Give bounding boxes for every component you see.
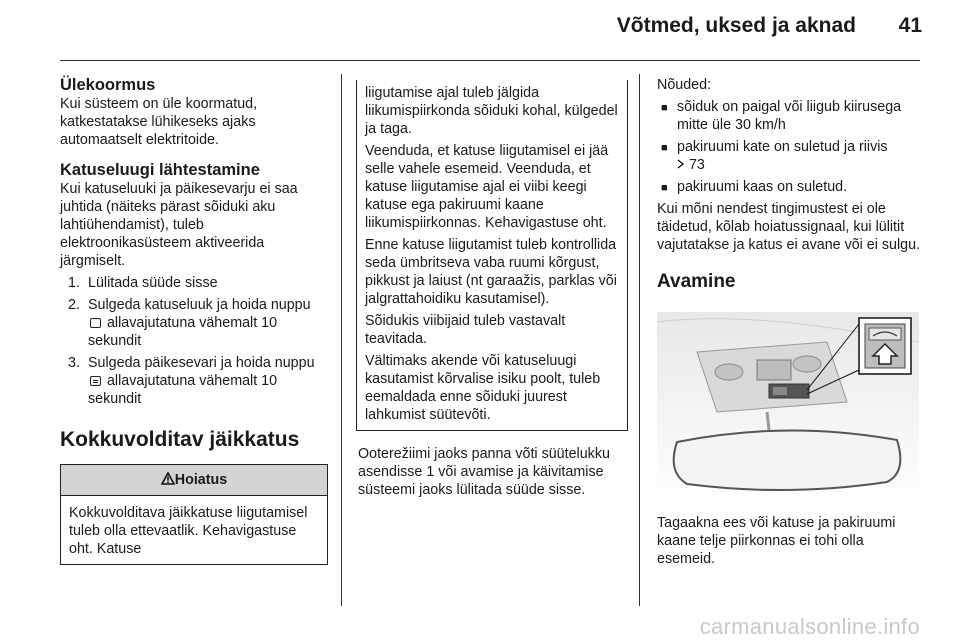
step-item: [60, 296, 328, 350]
step-text: allavajutatuna vähemalt 10 sekundit: [88, 315, 278, 349]
step-item: [60, 354, 328, 408]
roof-switch-illustration: [657, 312, 919, 508]
column-divider: [639, 74, 640, 606]
warning-text: Kokkuvolditava jäikkatuse liigutamisel tuleb olla ettevaatlik. Kehavigastuse oht. Katuse: [69, 505, 308, 557]
reset-text: Kui katuseluuki ja päikesevarju ei saa juhtida (näiteks pärast sõiduki aku lahtiühendamist), tuleb elektroonikasüsteem aktiveerida järgmiselt.: [60, 181, 298, 269]
step-number: 2.: [68, 297, 80, 313]
requirement-item: ■ sõiduk on paigal või liigub kiirusega mitte üle 30 km/h: [661, 99, 902, 133]
section-heading: Kokkuvolditav jäikkatus: [60, 428, 300, 451]
requirement-item: ■ pakiruumi kate on suletud ja riivis 73: [661, 139, 888, 173]
step-text: Lülitada süüde sisse: [88, 275, 218, 291]
header-title: Võtmed, uksed ja aknad: [616, 14, 856, 37]
sunshade-button-icon: [90, 376, 101, 386]
bullet-icon: ■: [661, 142, 668, 154]
column-divider: [341, 74, 342, 606]
bullet-icon: ■: [661, 102, 668, 114]
watermark: carmanualsonline.info: [699, 614, 920, 639]
bullet-icon: ■: [661, 182, 668, 194]
overload-text: Kui süsteem on üle koormatud, katkestatakse lühikeseks ajaks automaatselt elektritoide.: [60, 96, 258, 148]
warning-paragraph: liigutamise ajal tuleb jälgida liikumispiirkonda sõiduki kohal, külgedel ja taga.: [365, 85, 618, 137]
warning-paragraph: Sõidukis viibijaid tuleb vastavalt teavitada.: [365, 313, 566, 347]
illustration-caption: Tagaakna ees või katuse ja pakiruumi kaane telje piirkonnas ei tohi olla esemeid.: [657, 515, 896, 567]
requirements-label: Nõuded:: [657, 77, 712, 93]
opening-heading: Avamine: [657, 271, 736, 292]
header-divider: [60, 60, 920, 61]
step-number: 3.: [68, 355, 80, 371]
step-item: [60, 274, 328, 292]
requirements-note: Kui mõni nendest tingimustest ei ole täidetud, kõlab hoiatussignaal, kui lülitit vajutatakse ja katus ei avane või ei sulgu.: [657, 201, 921, 253]
sunroof-button-icon: [90, 318, 101, 328]
warning-paragraph: Vältimaks akende või katuseluugi kasutamist kõrvalise isiku poolt, tuleb eemaldada enne sõiduki juurest lahkumist süütevõti.: [365, 353, 601, 423]
warning-box-continued: [356, 80, 628, 431]
step-number: 1.: [68, 275, 80, 291]
overload-heading: Ülekoormus: [60, 76, 156, 94]
requirement-item: ■ pakiruumi kaas on suletud.: [661, 179, 848, 195]
requirements-list: [657, 98, 925, 196]
step-text: Sulgeda katuseluuk ja hoida nuppu: [88, 297, 311, 313]
page-number: 41: [898, 14, 922, 37]
warning-header: [61, 465, 327, 496]
standby-text: Ooterežiimi jaoks panna võti süütelukku asendisse 1 või avamise ja käivitamise süsteemi jaoks lülitada süüde sisse.: [358, 446, 610, 498]
warning-box: [60, 464, 328, 565]
reset-steps: [60, 274, 328, 408]
arrow-right-icon: [677, 159, 685, 169]
column-3: [657, 76, 925, 568]
page-reference: 73: [677, 157, 705, 173]
step-text: Sulgeda päikesevari ja hoida nuppu: [88, 355, 315, 371]
reset-heading: Katuseluugi lähtestamine: [60, 161, 260, 179]
overhead-console-drawing: [657, 312, 919, 508]
warning-paragraph: Veenduda, et katuse liigutamisel ei jää selle vahele esemeid. Veenduda, et katuse liigutamise ajal ei viibi keegi katuse ega pakiruumi kaane liikumispiirkonnas. Kehavigastuse oht.: [365, 143, 609, 231]
warning-title: Hoiatus: [174, 472, 228, 488]
step-text: allavajutatuna vähemalt 10 sekundit: [88, 373, 278, 407]
warning-triangle-icon: [161, 472, 175, 485]
column-1: [60, 76, 328, 565]
column-2: [358, 80, 628, 499]
warning-paragraph: Enne katuse liigutamist tuleb kontrollida seda ümbritseva vaba ruumi kõrgust, pikkust ja laiust (nt garaažis, parklas või jalgrattahoidiku kasutamisel).: [365, 237, 617, 307]
